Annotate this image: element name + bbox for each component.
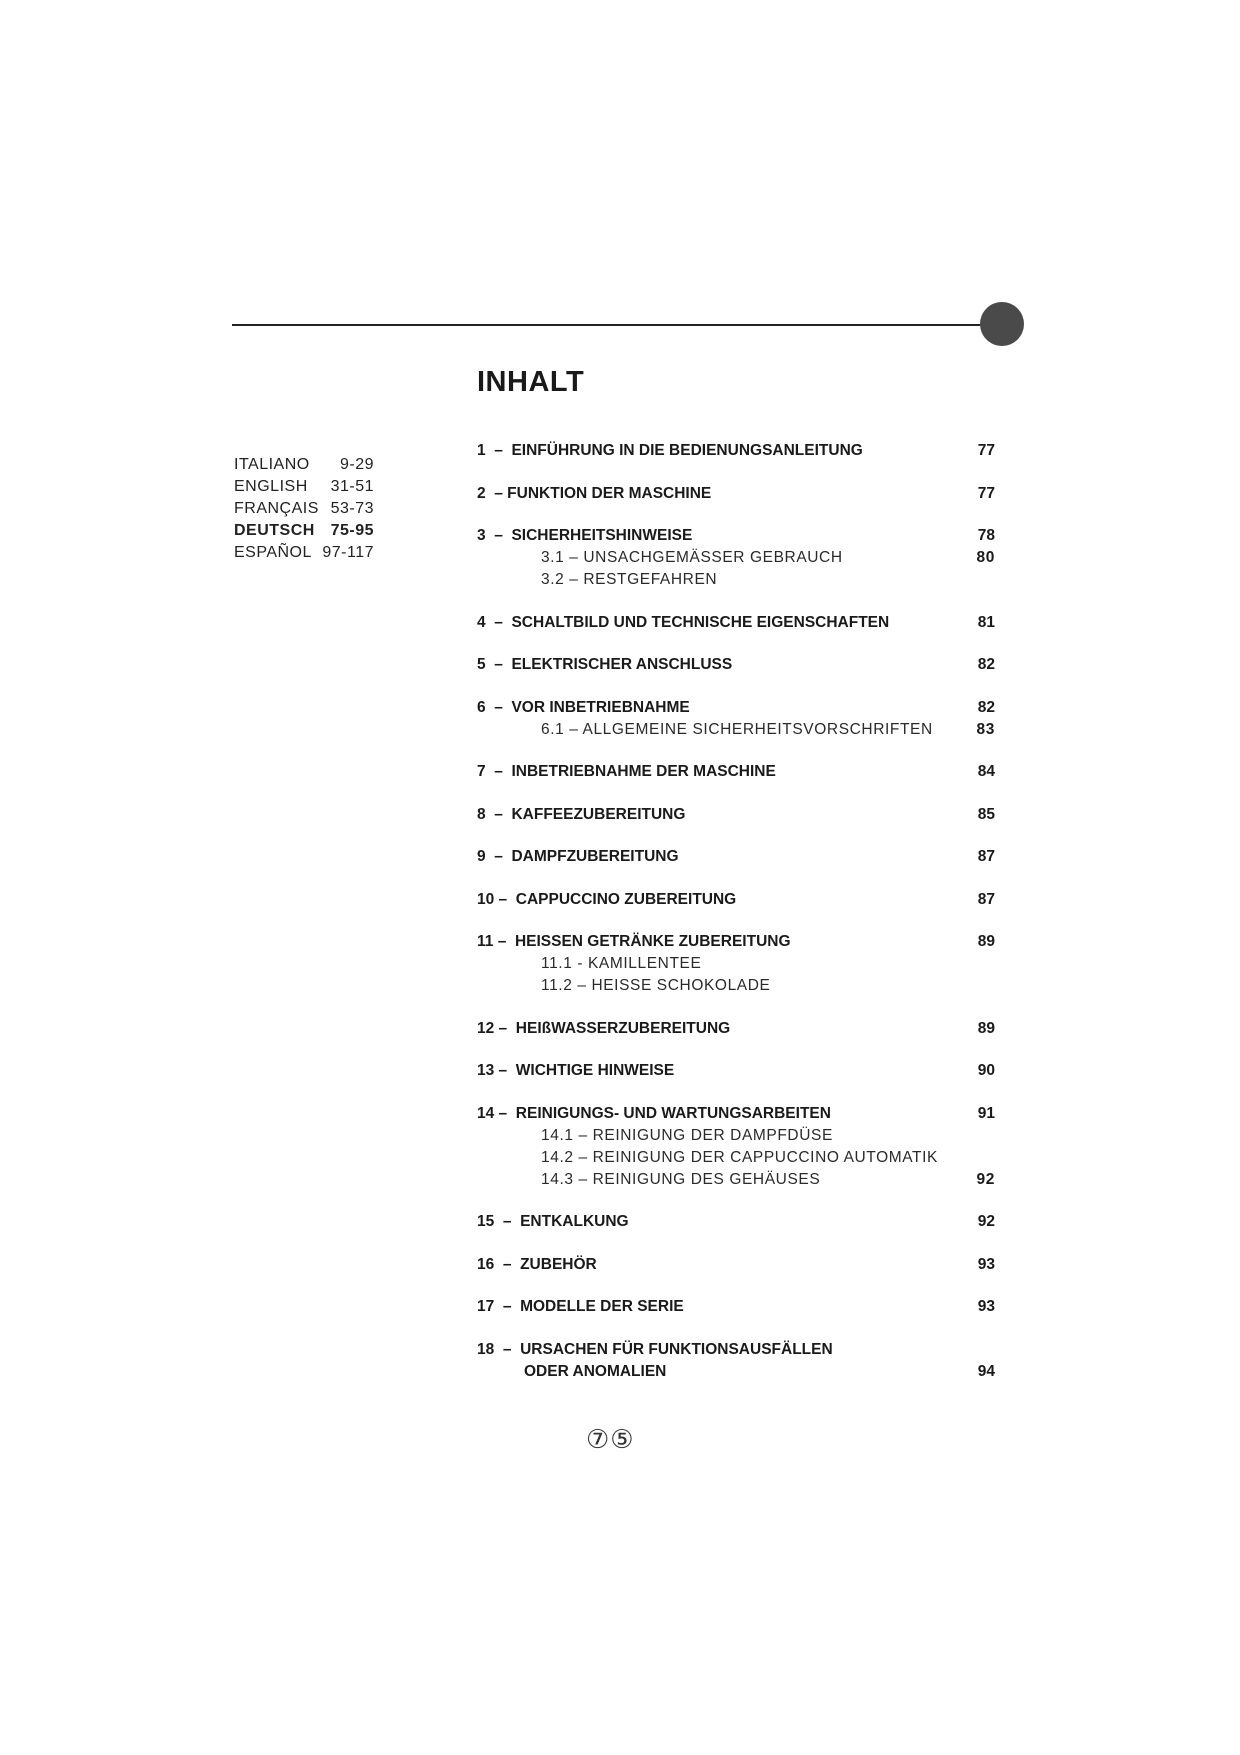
toc-subitem[interactable] [477,1125,995,1147]
toc-item-number: 4 – [477,613,512,631]
toc-item[interactable] [477,846,995,868]
toc-item-number: 13 – [477,1062,516,1079]
language-index [234,454,374,564]
toc-entry [477,1296,995,1318]
toc-entry [477,697,995,741]
toc-item-number: 7 – [477,763,512,780]
toc-item-title [477,1339,833,1361]
toc-item[interactable] [477,697,995,719]
toc-item-page: 78 [977,527,995,544]
toc-item-number: 18 – [477,1340,521,1358]
toc-item[interactable] [477,483,995,505]
toc-item-title [477,1296,684,1318]
toc-subitem-page: 83 [976,720,995,738]
language-name: ESPAÑOL [234,544,312,561]
toc-subitem-label: 14.2 – REINIGUNG DER CAPPUCCINO AUTOMATIK [541,1148,938,1166]
toc-entry [477,931,995,997]
toc-item-label: SICHERHEITSHINWEISE [511,527,693,544]
language-pages: 97-117 [322,544,374,561]
toc-item[interactable] [477,654,995,676]
toc-subitem[interactable] [477,1169,995,1191]
toc-item-label: URSACHEN FÜR FUNKTIONSAUSFÄLLEN [520,1340,833,1358]
language-pages: 31-51 [330,478,374,495]
language-item[interactable] [234,476,374,498]
toc-item-title [477,889,736,911]
toc-item[interactable] [477,1060,995,1082]
toc-entry [477,612,995,634]
toc-item-number: 12 – [477,1019,516,1037]
table-of-contents [477,440,995,1403]
toc-entry [477,1103,995,1191]
toc-item-page: 77 [977,484,995,502]
toc-item-title [477,1211,629,1233]
toc-item-page: 81 [977,613,995,631]
toc-item[interactable] [477,612,995,634]
toc-entry [477,761,995,783]
toc-entry [477,483,995,505]
toc-item-page: 94 [977,1362,995,1380]
language-pages: 75-95 [330,522,374,539]
toc-item-number: 11 – [477,933,515,950]
toc-entry [477,1060,995,1082]
toc-item-number: 8 – [477,805,512,823]
page-title: INHALT [477,366,585,398]
toc-item[interactable] [477,761,995,783]
toc-subitem-label: 3.2 – RESTGEFAHREN [541,571,718,588]
toc-item-label: MODELLE DER SERIE [520,1298,684,1315]
toc-item-title [477,931,791,953]
toc-item-number: 16 – [477,1255,521,1273]
toc-item-label: FUNKTION DER MASCHINE [507,484,712,502]
toc-entry [477,440,995,462]
toc-item-page: 90 [977,1062,995,1079]
toc-item-page: 82 [977,698,995,716]
toc-item-page: 84 [977,763,995,780]
toc-item-title [477,654,732,676]
toc-item-title [477,440,863,462]
toc-item-number: 2 – [477,484,508,502]
toc-item-label: EINFÜHRUNG IN DIE BEDIENUNGSANLEITUNG [511,442,863,459]
language-item[interactable] [234,520,374,542]
toc-subitem-label: 14.3 – REINIGUNG DES GEHÄUSES [541,1170,821,1188]
toc-item-page: 87 [977,890,995,908]
toc-item-page: 93 [977,1298,995,1315]
toc-subitem-label: 11.2 – HEISSE SCHOKOLADE [541,977,771,994]
toc-item-label: HEISSEN GETRÄNKE ZUBEREITUNG [514,933,791,950]
language-name: FRANÇAIS [234,500,319,517]
toc-subitem-page: 92 [976,1170,995,1188]
toc-item-page: 92 [977,1213,995,1230]
toc-entry [477,525,995,591]
toc-subitem-label: 14.1 – REINIGUNG DER DAMPFDÜSE [541,1126,833,1144]
toc-item-title [477,612,889,634]
toc-subitem[interactable] [477,719,995,741]
toc-item-page: 93 [977,1255,995,1273]
toc-entry [477,1339,995,1383]
toc-subitem-label: 3.1 – UNSACHGEMÄSSER GEBRAUCH [541,549,843,566]
toc-item-title [477,525,692,547]
corner-dot-icon [980,302,1024,346]
toc-item-label: ELEKTRISCHER ANSCHLUSS [511,656,733,673]
toc-item-title [477,1060,674,1082]
toc-item-page: 91 [977,1104,995,1122]
toc-item-title [477,1103,831,1125]
toc-item-title [477,1254,597,1276]
toc-subitem-label: 11.1 - KAMILLENTEE [541,955,702,972]
language-name: ITALIANO [234,456,310,473]
toc-item-title [477,846,679,868]
toc-item-title [477,1018,730,1040]
toc-item-title [477,483,711,505]
toc-item-page: 85 [977,805,995,823]
toc-item-page: 82 [977,656,995,673]
toc-item-label: DAMPFZUBEREITUNG [511,848,679,865]
toc-item-title [477,761,776,783]
language-item[interactable] [234,498,374,520]
language-pages: 53-73 [330,500,374,517]
toc-item-title [477,804,685,826]
toc-entry [477,1254,995,1276]
toc-item-label: CAPPUCCINO ZUBEREITUNG [515,890,737,908]
toc-item-page: 87 [977,848,995,865]
toc-item-number: 1 – [477,442,512,459]
toc-item-label: ENTKALKUNG [520,1213,629,1230]
toc-item-label: ODER ANOMALIEN [524,1362,667,1380]
toc-item-label: WICHTIGE HINWEISE [515,1062,675,1079]
toc-item[interactable] [477,804,995,826]
toc-item-label: KAFFEEZUBEREITUNG [511,805,686,823]
toc-item-page: 89 [977,1019,995,1037]
toc-item-page: 89 [977,933,995,950]
toc-item-number: 5 – [477,656,512,673]
toc-item-label: VOR INBETRIEBNAHME [511,698,690,716]
toc-item[interactable] [477,931,995,953]
toc-item-label: INBETRIEBNAHME DER MASCHINE [511,763,776,780]
toc-item-number: 17 – [477,1298,521,1315]
toc-subitem-page: 80 [976,549,995,566]
toc-entry [477,1211,995,1233]
toc-item-continuation[interactable] [477,1361,995,1383]
toc-subitem[interactable] [477,1147,995,1169]
toc-item[interactable] [477,440,995,462]
toc-item-label: ZUBEHÖR [520,1255,597,1273]
toc-item-number: 6 – [477,698,512,716]
toc-subitem[interactable] [477,569,995,591]
toc-item-number: 15 – [477,1213,521,1230]
toc-item[interactable] [477,1339,995,1361]
toc-item-number: 3 – [477,527,512,544]
toc-item-label: REINIGUNGS- UND WARTUNGSARBEITEN [515,1104,831,1122]
toc-item[interactable] [477,1103,995,1125]
language-item[interactable] [234,542,374,564]
toc-subitem[interactable] [477,953,995,975]
header-rule [232,324,1002,326]
language-name: DEUTSCH [234,522,315,539]
toc-item[interactable] [477,1296,995,1318]
toc-entry [477,804,995,826]
toc-entry [477,1018,995,1040]
toc-item[interactable] [477,1018,995,1040]
toc-entry [477,889,995,911]
page-number: ⑦⑤ [586,1425,635,1455]
toc-entry [477,654,995,676]
toc-item-number: 10 – [477,890,516,908]
toc-item-label: SCHALTBILD UND TECHNISCHE EIGENSCHAFTEN [511,613,890,631]
toc-item[interactable] [477,1211,995,1233]
toc-item-number: 14 – [477,1104,516,1122]
toc-item-number: 9 – [477,848,512,865]
toc-item-label: HEIßWASSERZUBEREITUNG [515,1019,731,1037]
toc-item[interactable] [477,525,995,547]
language-item[interactable] [234,454,374,476]
toc-subitem[interactable] [477,547,995,569]
toc-item[interactable] [477,1254,995,1276]
toc-entry [477,846,995,868]
toc-subitem[interactable] [477,975,995,997]
toc-subitem-label: 6.1 – ALLGEMEINE SICHERHEITSVORSCHRIFTEN [541,720,933,738]
toc-item-title [477,697,690,719]
toc-item[interactable] [477,889,995,911]
language-name: ENGLISH [234,478,308,495]
language-pages: 9-29 [339,456,374,473]
toc-item-page: 77 [977,442,995,459]
